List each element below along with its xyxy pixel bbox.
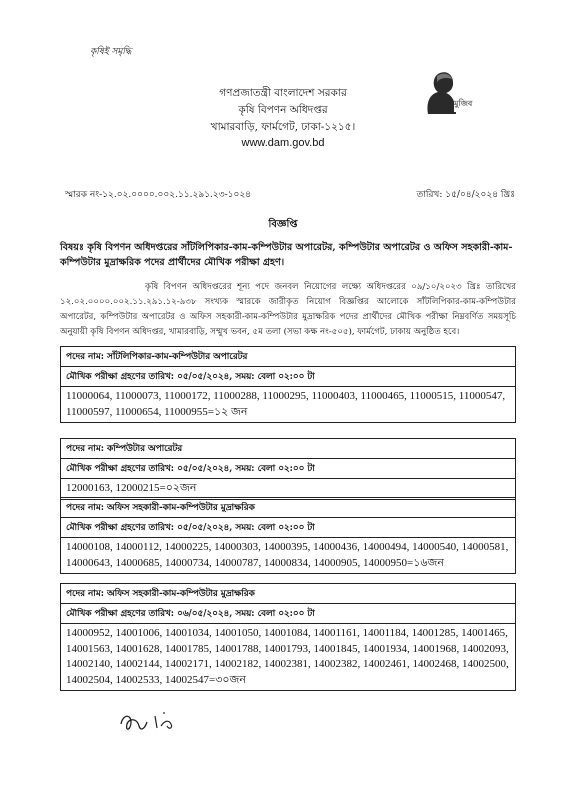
roll-numbers: 14000952, 14001006, 14001034, 14001050, 14001084, 14001161, 14001184, 14001285, 14001465, 14001563, 14001628, 14001785, 14001788, 14001793, 14001845, 14001934, 14001968, 14002093, 14002140, 14002144, 14002171, 14002182, 14002381, 14002382, 14002461, 14002468, 14002500, 14002504, 14002533, 14002547=৩০জন: [61, 624, 516, 691]
subject-line: বিষয়ঃ কৃষি বিপণন অধিদপ্তরের সাঁটলিপিকার-কাম-কম্পিউটার অপারেটর, কম্পিউটার অপারেটর ও অফিস সহকারী-কাম-কম্পিউটার মুদ্রাক্ষরিক পদের প্রার্থীদের মৌখিক পরীক্ষা গ্রহণ।: [60, 242, 513, 268]
department-address: খামারবাড়ি, ফার্মগেট, ঢাকা-১২১৫।: [210, 121, 356, 133]
roll-numbers: 14000108, 14000112, 14000225, 14000303, 14000395, 14000436, 14000494, 14000540, 14000581, 14000643, 14000685, 14000734, 14000787, 14000834, 14000905, 14000950=১৬জন: [61, 538, 516, 574]
notice-body: কৃষি বিপণন অধিদপ্তরের শূন্য পদে জনবল নিয়োগের লক্ষ্যে অধিদপ্তরের ০৯/১০/২০২৩ খ্রিঃ তারিখের ১২.০২.০০০০.০০২.১১.২৯১.১২-৯৩৮ সংখ্যক স্মারকে জারীকৃত নিয়োগ বিজ্ঞপ্তির আলোকে সাঁটলিপিকার-কাম-কম্পিউটার অপারেটর, কম্পিউটার অপারেটর ও অফিস সহকারী-কাম-কম্পিউটার মুদ্রাক্ষরিক পদের প্রার্থীদের মৌখিক পরীক্ষা নিম্নবর্ণিত সময়সূচি অনুযায়ী কৃষি বিপণন অধিদপ্তর, খামারবাড়ি, সম্মুখ ভবন, ৫ম তলা (সভা কক্ষ নং-৫০৫), ফার্মগেট, ঢাকায় অনুষ্ঠিত হবে।: [60, 282, 516, 337]
department-name: কৃষি বিপণন অধিদপ্তর: [238, 104, 328, 116]
mujib-logo: [418, 68, 474, 118]
motto: কৃষিই সমৃদ্ধি: [90, 47, 132, 57]
post-block-office-assistant-day2: [60, 583, 516, 691]
notice-title: বিজ্ঞপ্তি: [268, 219, 298, 230]
viva-schedule: মৌখিক পরীক্ষা গ্রহণের তারিখ: ০৬/০৫/২০২৪, সময়: বেলা ০২:০০ টা: [61, 604, 516, 624]
logo-text: মুজিব: [454, 98, 473, 108]
viva-schedule: মৌখিক পরীক্ষা গ্রহণের তারিখ: ০৫/০৫/২০২৪, সময়: বেলা ০২:০০ টা: [61, 518, 516, 538]
memo-number: স্মারক নং-১২.০২.০০০০.০০২.১১.২৯১.২৩-১০২৪: [65, 190, 252, 200]
post-name: পদের নাম: অফিস সহকারী-কাম-কম্পিউটার মুদ্রাক্ষরিক: [61, 498, 516, 518]
viva-schedule: মৌখিক পরীক্ষা গ্রহণের তারিখ: ০৫/০৫/২০২৪, সময়: বেলা ০২:০০ টা: [61, 459, 516, 479]
website-link[interactable]: www.dam.gov.bd: [241, 137, 325, 149]
viva-schedule: মৌখিক পরীক্ষা গ্রহণের তারিখ: ০৫/০৫/২০২৪, সময়: বেলা ০২:০০ টা: [61, 367, 516, 387]
post-name: পদের নাম: অফিস সহকারী-কাম-কম্পিউটার মুদ্রাক্ষরিক: [61, 584, 516, 604]
post-block-office-assistant-day1: [60, 497, 516, 574]
post-name: পদের নাম: সাঁটলিপিকার-কাম-কম্পিউটার অপারেটর: [61, 347, 516, 367]
reference-line: [65, 187, 515, 202]
memo-date: তারিখ: ১৫/০৪/২০২৪ খ্রিঃ: [416, 190, 515, 200]
signature: [115, 706, 205, 736]
post-block-stenographer: [60, 346, 516, 423]
roll-numbers: 11000064, 11000073, 11000172, 11000288, 11000295, 11000403, 11000465, 11000515, 11000547, 11000597, 11000654, 11000955=১২ জন: [61, 387, 516, 423]
post-block-computer-operator: [60, 438, 516, 500]
post-name: পদের নাম: কম্পিউটার অপারেটর: [61, 439, 516, 459]
roll-numbers: 12000163, 12000215=০২জন: [61, 479, 516, 500]
government-name: গণপ্রজাতন্ত্রী বাংলাদেশ সরকার: [219, 87, 347, 99]
